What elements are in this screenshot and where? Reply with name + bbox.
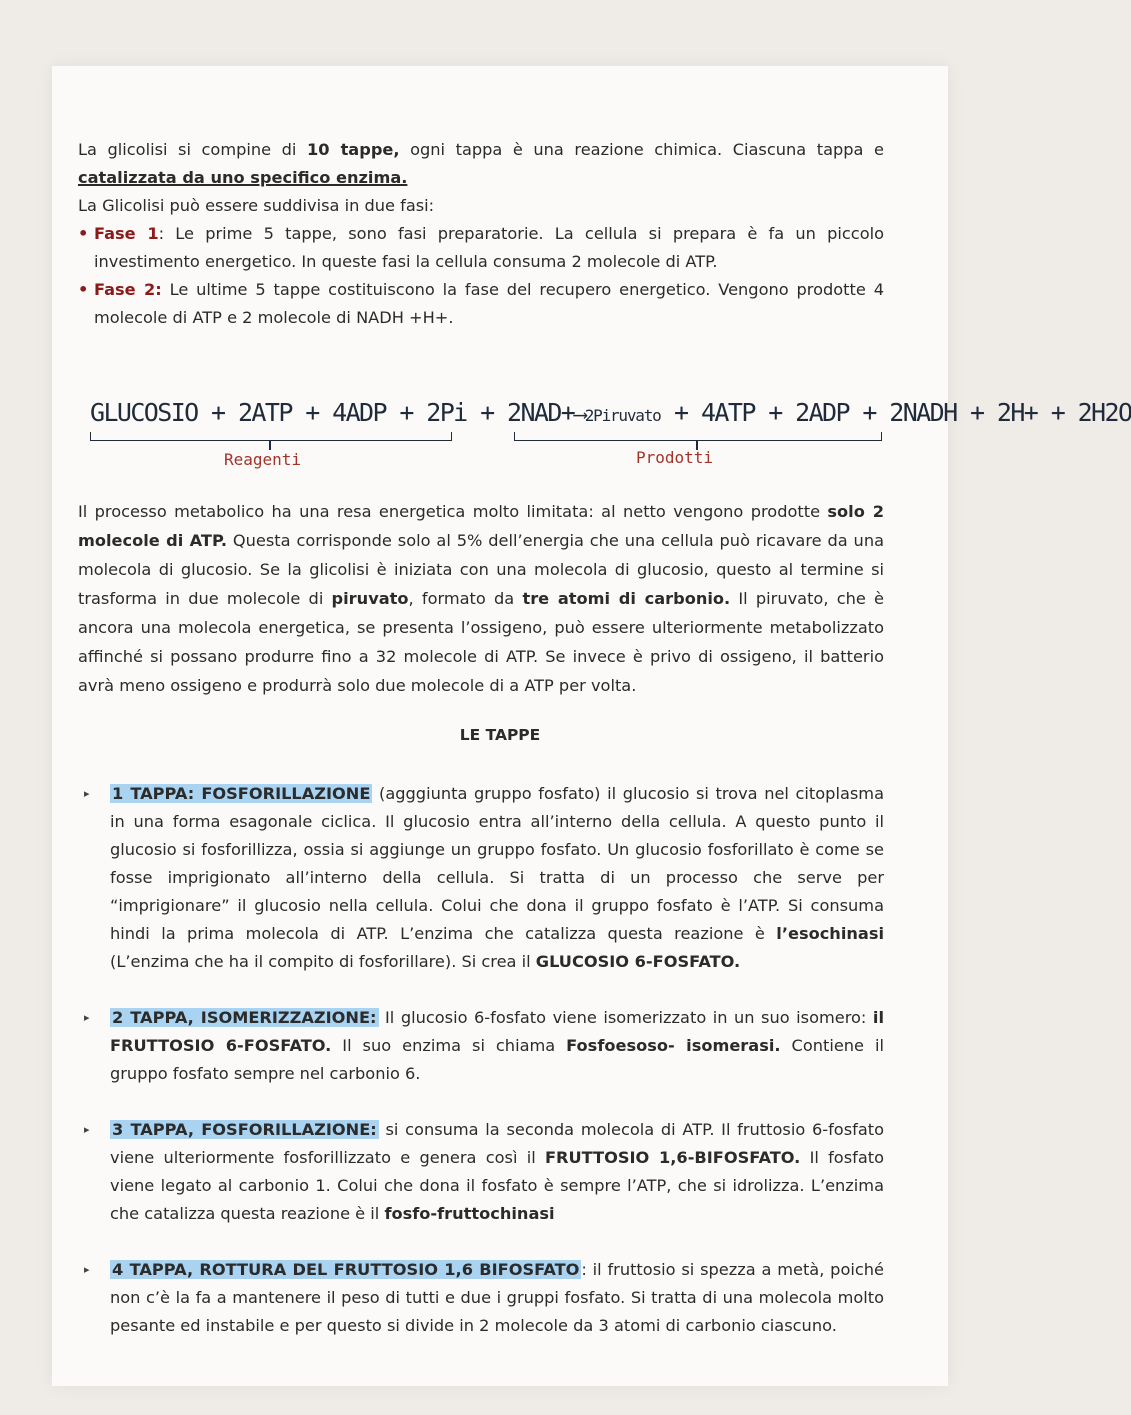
- intro-bold: 10 tappe,: [307, 140, 400, 159]
- step-text: Il glucosio 6-fosfato viene isomerizzato in un suo isomero:: [378, 1008, 873, 1027]
- para-bold-3: tre atomi di carbonio.: [522, 589, 731, 608]
- step-4: [78, 1256, 884, 1340]
- step-text: (L’enzima che ha il compito di fosforillare). Si crea il: [110, 952, 536, 971]
- triangle-bullet-icon: ▸: [84, 1123, 90, 1136]
- equation-reagents: GLUCOSIO + 2ATP + 4ADP + 2Pi + 2NAD+: [90, 398, 575, 427]
- reagents-bracket: [90, 432, 452, 441]
- bullet-icon: •: [78, 224, 89, 243]
- reagents-tick: [269, 440, 271, 450]
- section-heading: LE TAPPE: [459, 726, 541, 744]
- reaction-arrow-icon: ⟶: [574, 402, 585, 426]
- fase-1-label: Fase 1: [94, 224, 159, 243]
- step-2: [78, 1004, 884, 1088]
- equation-pyruvate: 2Piruvato: [584, 406, 661, 425]
- triangle-bullet-icon: ▸: [84, 1011, 90, 1024]
- step-bold: il FRUTTOSIO 6-FOSFATO.: [110, 1008, 885, 1055]
- para-part-2: Questa corrisponde solo al 5% dell’energia che una cellula può ricavare da una molecola di glucosio. Se la glicolisi è iniziata con una molecola di glucosio, questo al termine si trasforma in due molecole di: [78, 531, 884, 608]
- step-text: Contiene il gruppo fosfato sempre nel carbonio 6.: [110, 1036, 884, 1083]
- bullet-icon: •: [78, 280, 89, 299]
- reagents-label: Reagenti: [224, 450, 302, 469]
- para-part-1: Il processo metabolico ha una resa energetica molto limitata: al netto vengono prodotte: [78, 502, 828, 521]
- para-part-4: Il piruvato, che è ancora una molecola energetica, se presenta l’ossigeno, può essere ulteriormente metabolizzato affinché si possano produrre fino a 32 molecole di ATP. Se invece è privo di ossigeno, il batterio avrà meno ossigeno e produrrà solo due molecole di a ATP per volta.: [78, 589, 885, 695]
- step-title: 3 TAPPA, FOSFORILLAZIONE:: [112, 1120, 377, 1139]
- glycolysis-equation: [84, 392, 1131, 482]
- intro-section: [78, 136, 884, 332]
- triangle-bullet-icon: ▸: [84, 787, 90, 800]
- step-text: si consuma la seconda molecola di ATP. Il fruttosio 6-fosfato viene ulteriormente fosforillizzato e genera così il: [110, 1120, 884, 1167]
- energy-paragraph: [78, 497, 884, 700]
- fase-1-text: : Le prime 5 tappe, sono fasi preparatorie. La cellula si prepara è fa un piccolo investimento energetico. In queste fasi la cellula consuma 2 molecole di ATP.: [94, 224, 884, 271]
- step-title: 4 TAPPA, ROTTURA DEL FRUTTOSIO 1,6 BIFOSFATO: [112, 1260, 580, 1279]
- para-bold-1: solo 2 molecole di ATP.: [78, 502, 884, 550]
- steps-list: [78, 780, 884, 1368]
- intro-underlined: catalizzata da uno specifico enzima.: [78, 168, 408, 187]
- step-3: [78, 1116, 884, 1228]
- step-text: Il fosfato viene legato al carbonio 1. Colui che dona il fosfato è sempre l’ATP, che si idrolizza. L’enzima che catalizza questa reazione è il: [110, 1148, 885, 1223]
- fase-1-item: [78, 220, 884, 276]
- step-1: [78, 780, 884, 976]
- step-text: : il fruttosio si spezza a metà, poiché non c’è la fa a mantenere il peso di tutti e due i gruppi fosfato. Si tratta di una molecola molto pesante ed instabile e per questo si divide in 2 molecole da 3 atomi di carbonio ciascuno.: [110, 1260, 884, 1335]
- intro-text-2: ogni tappa è una reazione chimica. Ciascuna tappa e: [399, 140, 884, 159]
- equation-line: [90, 398, 1131, 427]
- step-text: (agggiunta gruppo fosfato) il glucosio si trova nel citoplasma in una forma esagonale ciclica. Il glucosio entra all’interno della cellula. A questo punto il glucosio si fosforillizza, ossia si aggiunge un gruppo fosfato. Un glucosio fosforillato è come se fosse imprigionato all’interno della cellula. Si tratta di un processo che serve per “imprigionare” il glucosio nella cellula. Colui che dona il gruppo fosfato è l’ATP. Si consuma hindi la prima molecola di ATP. L’enzima che catalizza questa reazione è: [110, 784, 884, 943]
- paragraph-text: [78, 497, 884, 700]
- intro-line: [78, 136, 884, 192]
- step-text: Il suo enzima si chiama: [331, 1036, 567, 1055]
- fase-2-item: [78, 276, 884, 332]
- intro-text: La glicolisi si compine di: [78, 140, 307, 159]
- para-bold-2: piruvato: [331, 589, 409, 608]
- products-label: Prodotti: [636, 448, 714, 467]
- equation-products: + 4ATP + 2ADP + 2NADH + 2H+ + 2H2O: [660, 398, 1131, 427]
- step-bold: FRUTTOSIO 1,6-BIFOSFATO.: [544, 1148, 801, 1167]
- step-bold: GLUCOSIO 6-FOSFATO.: [535, 952, 741, 971]
- step-title: 1 TAPPA: FOSFORILLAZIONE: [112, 784, 371, 803]
- para-part-3: , formato da: [408, 589, 523, 608]
- step-bold: Fosfoesoso- isomerasi.: [566, 1036, 781, 1055]
- fase-2-label: Fase 2:: [94, 280, 162, 299]
- products-bracket: [514, 432, 882, 441]
- fase-2-text: Le ultime 5 tappe costituiscono la fase del recupero energetico. Vengono prodotte 4 molecole di ATP e 2 molecole di NADH +H+.: [94, 280, 884, 327]
- step-title: 2 TAPPA, ISOMERIZZAZIONE:: [112, 1008, 377, 1027]
- step-bold: l’esochinasi: [776, 924, 884, 943]
- step-bold: fosfo-fruttochinasi: [384, 1204, 555, 1223]
- triangle-bullet-icon: ▸: [84, 1263, 90, 1276]
- intro-line-2: La Glicolisi può essere suddivisa in due fasi:: [78, 196, 435, 215]
